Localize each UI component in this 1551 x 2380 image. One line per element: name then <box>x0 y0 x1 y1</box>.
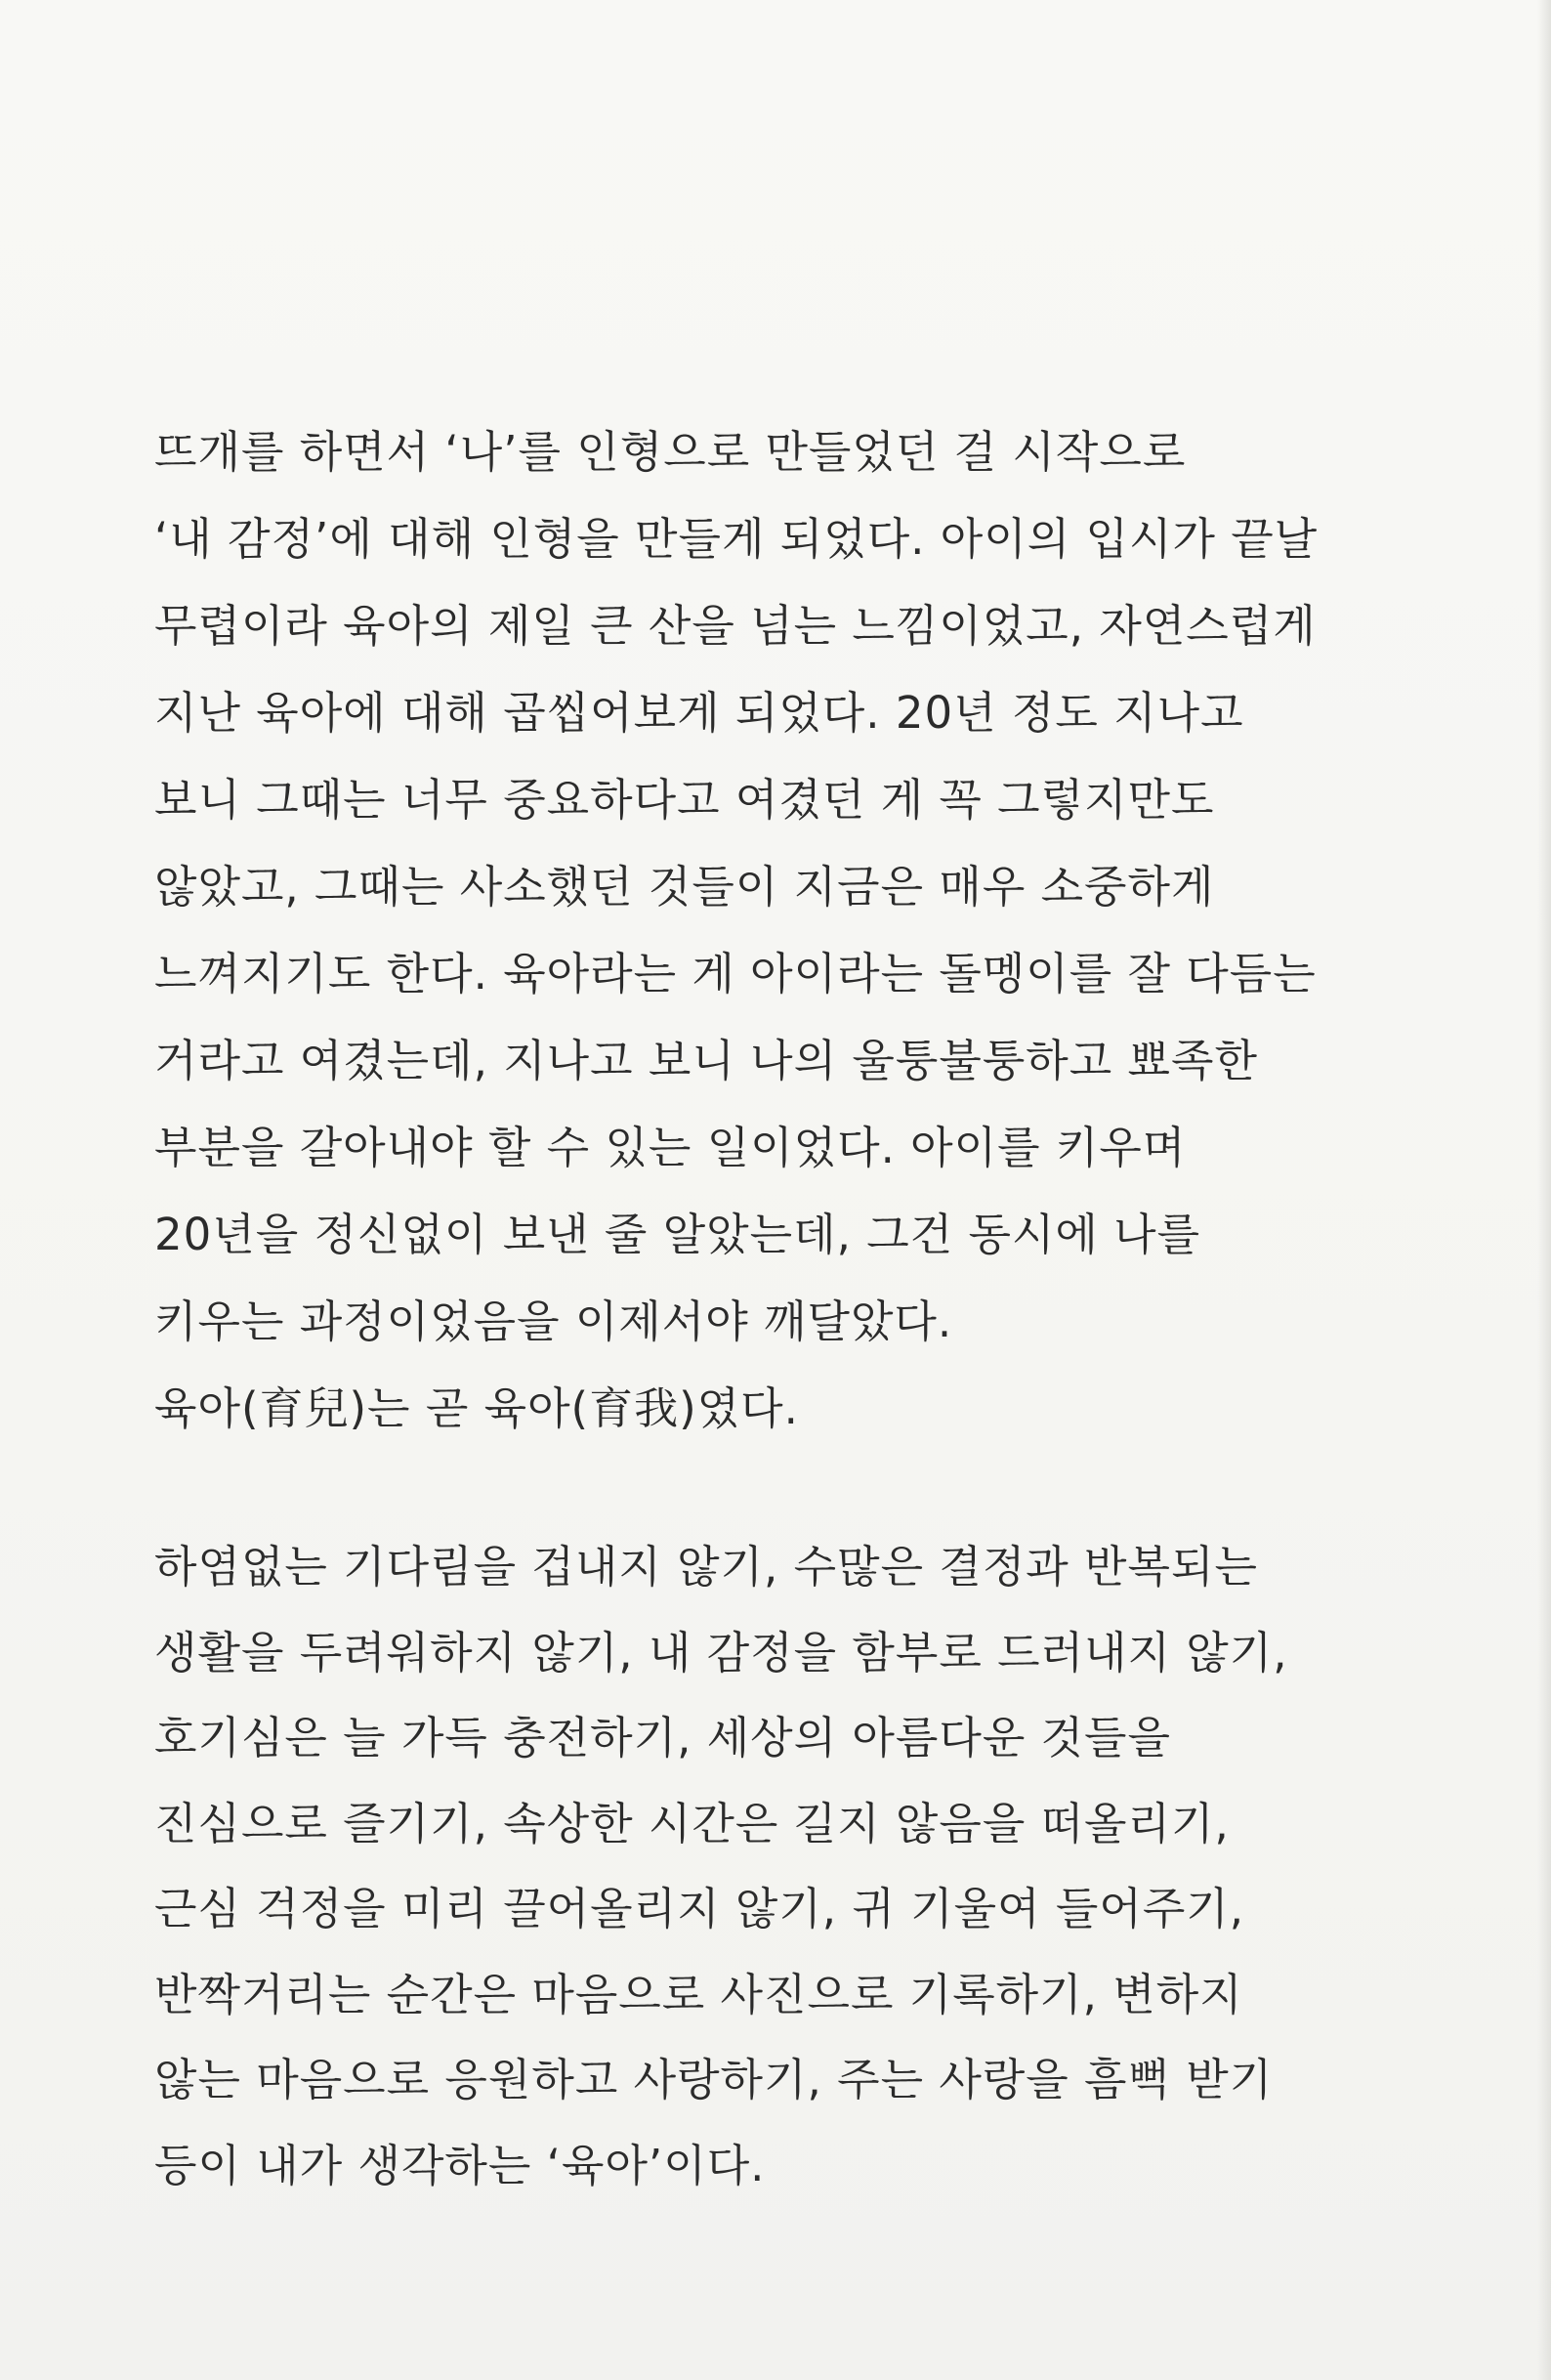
paragraph-line: 무렵이라 육아의 제일 큰 산을 넘는 느낌이었고, 자연스럽게 <box>154 600 1317 652</box>
paragraph-line: 등이 내가 생각하는 ‘육아’이다. <box>154 2139 766 2191</box>
paragraph-line: 하염없는 기다림을 겁내지 않기, 수많은 결정과 반복되는 <box>154 1541 1258 1593</box>
paragraph-1 <box>154 408 1424 1452</box>
paragraph-line: 않았고, 그때는 사소했던 것들이 지금은 매우 소중하게 <box>154 861 1215 913</box>
paragraph-line: 호기심은 늘 가득 충전하기, 세상의 아름다운 것들을 <box>154 1712 1172 1764</box>
paragraph-line: 지난 육아에 대해 곱씹어보게 되었다. 20년 정도 지나고 <box>154 687 1244 739</box>
page-edge-shadow <box>1537 0 1551 2380</box>
paragraph-line: 보니 그때는 너무 중요하다고 여겼던 게 꼭 그렇지만도 <box>154 774 1215 826</box>
paragraph-line: 키우는 과정이었음을 이제서야 깨달았다. <box>154 1296 953 1347</box>
paragraph-line: 뜨개를 하면서 ‘나’를 인형으로 만들었던 걸 시작으로 <box>154 426 1187 478</box>
paragraph-line: 근심 걱정을 미리 끌어올리지 않기, 귀 기울여 들어주기, <box>154 1883 1245 1934</box>
paragraph-line: 느껴지기도 한다. 육아라는 게 아이라는 돌멩이를 잘 다듬는 <box>154 948 1317 999</box>
paragraph-line: 20년을 정신없이 보낸 줄 알았는데, 그건 동시에 나를 <box>154 1209 1201 1260</box>
paragraph-line: 부분을 갈아내야 할 수 있는 일이었다. 아이를 키우며 <box>154 1122 1187 1173</box>
paragraph-line: 육아(育兒)는 곧 육아(育我)였다. <box>154 1382 799 1434</box>
paragraph-line: 생활을 두려워하지 않기, 내 감정을 함부로 드러내지 않기, <box>154 1626 1288 1679</box>
paragraph-line: ‘내 감정’에 대해 인형을 만들게 되었다. 아이의 입시가 끝날 <box>154 513 1319 565</box>
paragraph-2 <box>154 1524 1424 2208</box>
paragraph-line: 진심으로 즐기기, 속상한 시간은 길지 않음을 떠올리기, <box>154 1797 1230 1849</box>
paragraph-line: 거라고 여겼는데, 지나고 보니 나의 울퉁불퉁하고 뾰족한 <box>154 1035 1258 1086</box>
paragraph-line: 반짝거리는 순간은 마음으로 사진으로 기록하기, 변하지 <box>154 1968 1243 2020</box>
paragraph-line: 않는 마음으로 응원하고 사랑하기, 주는 사랑을 흠뻑 받기 <box>154 2054 1274 2105</box>
